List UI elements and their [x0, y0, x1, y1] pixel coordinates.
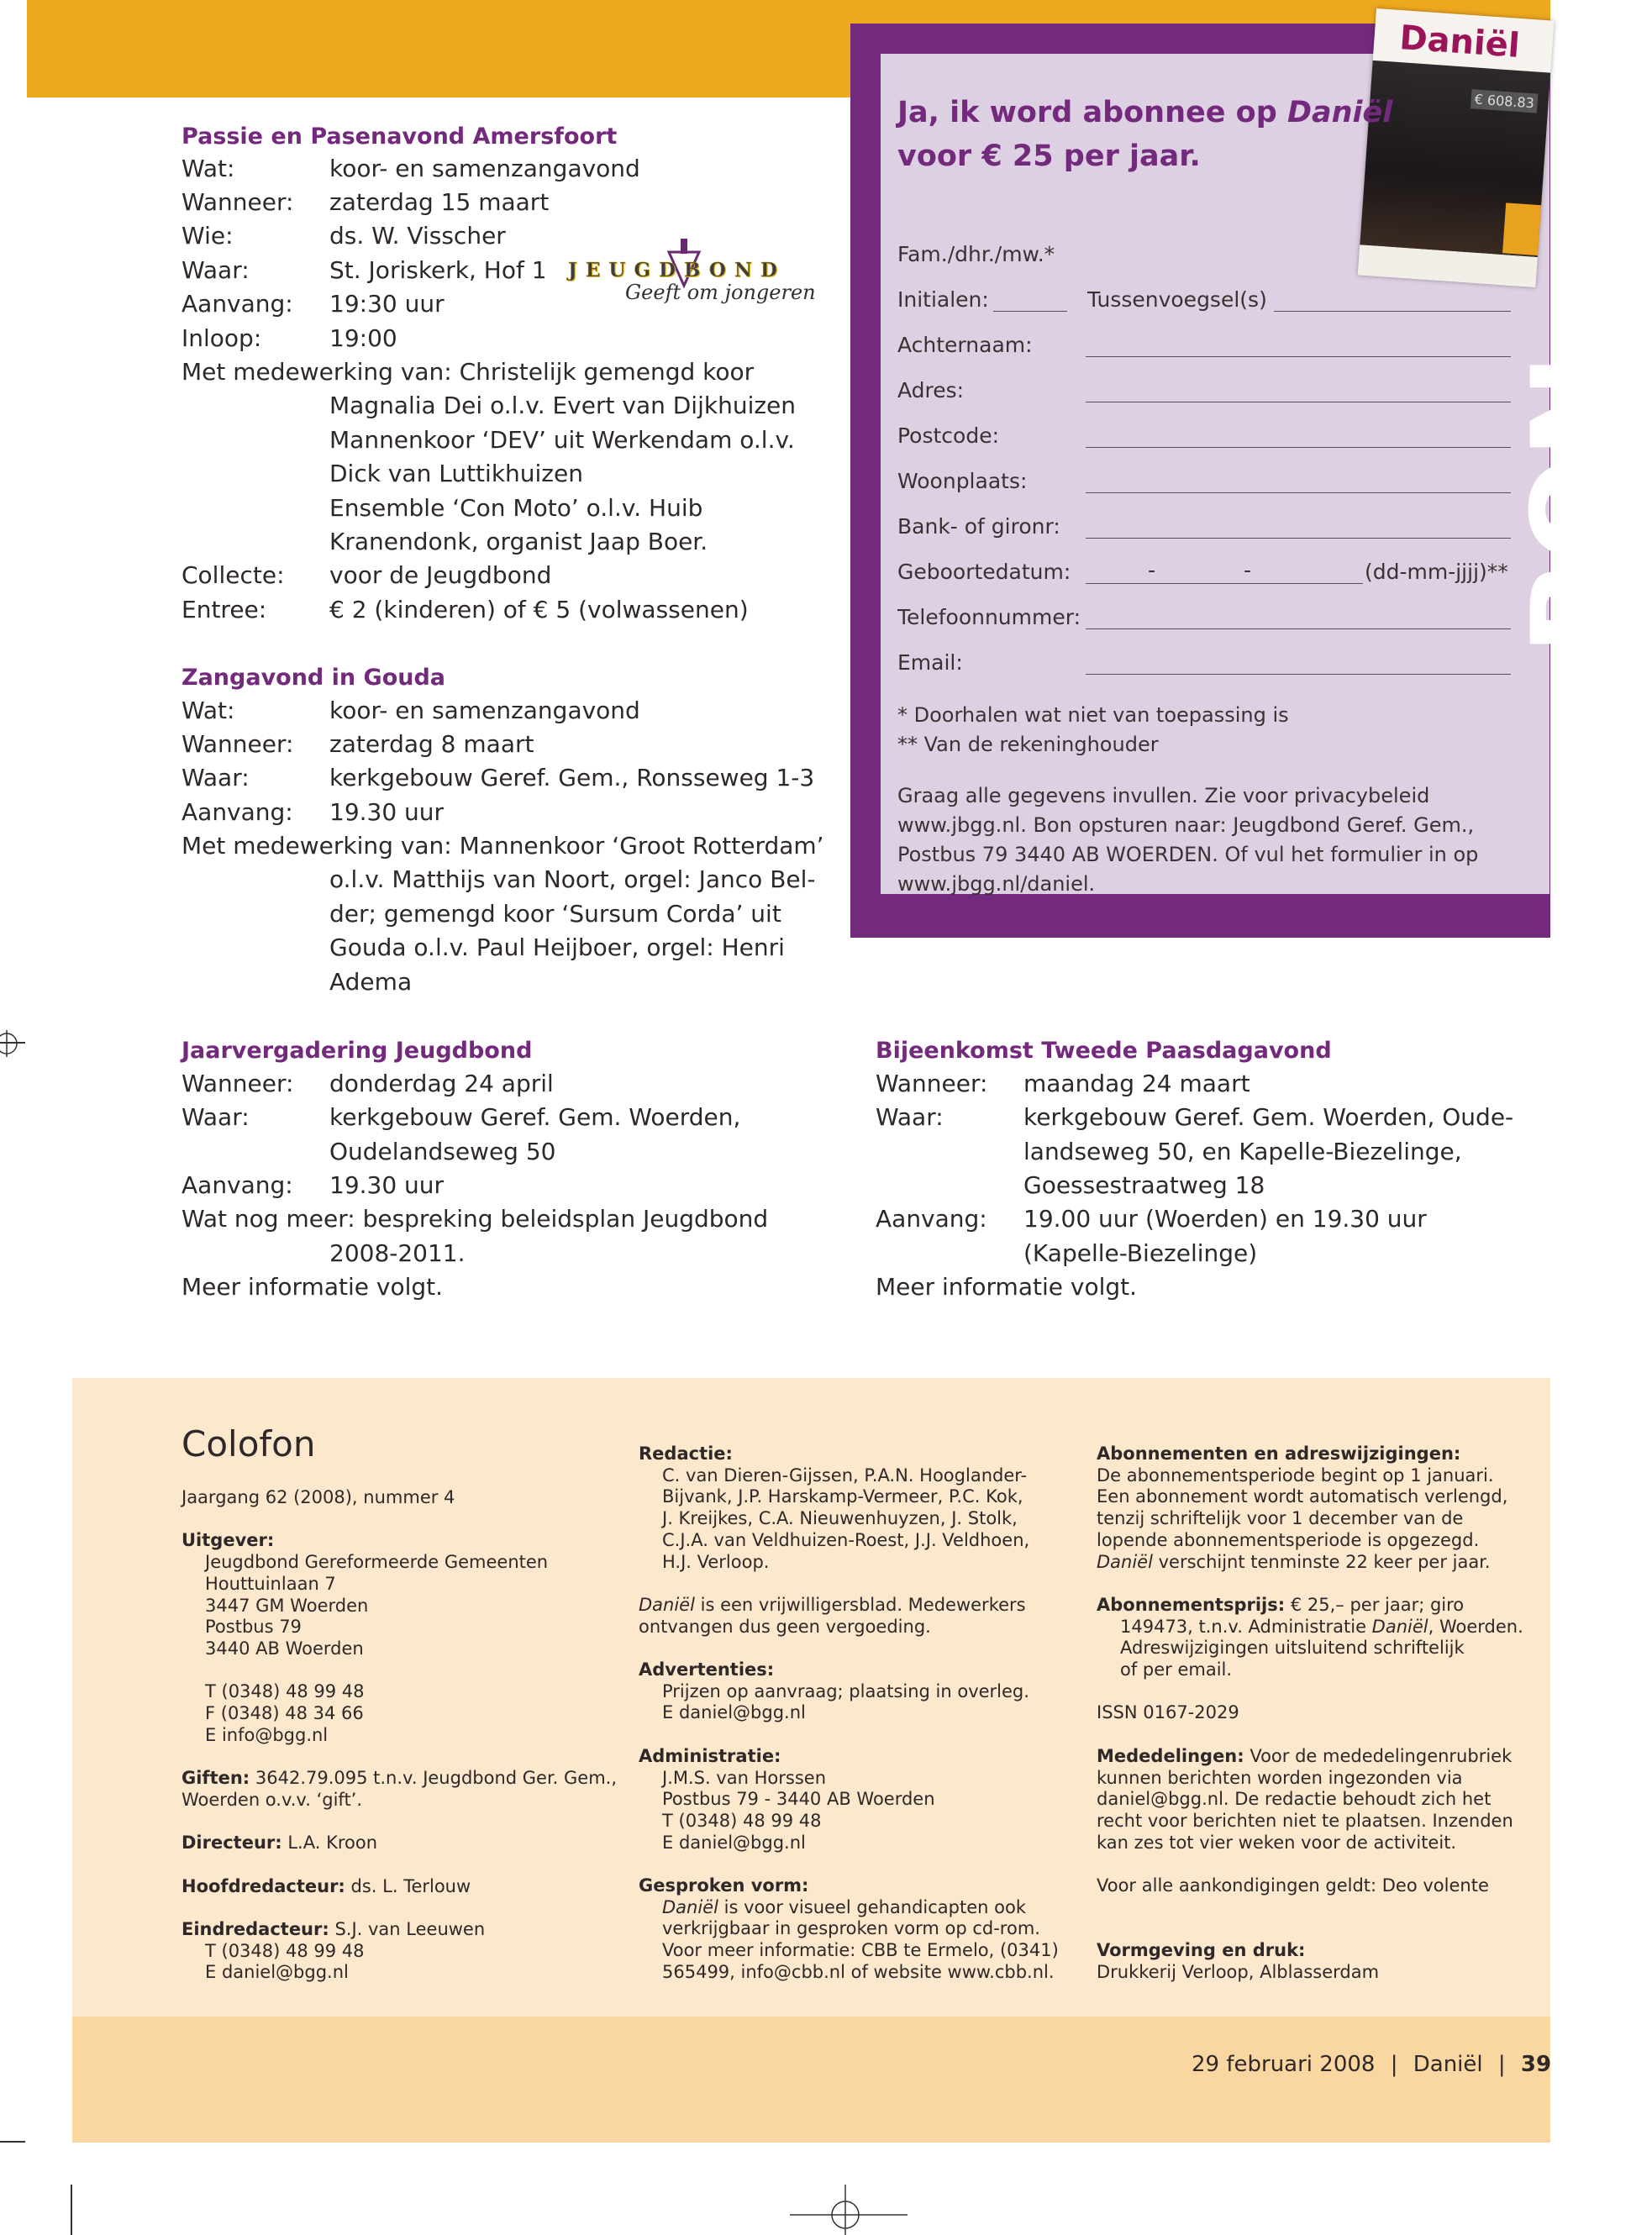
coupon-heading-line2: voor € 25 per jaar. [897, 139, 1201, 173]
colofon-jaargang: Jaargang 62 (2008), nummer 4 [182, 1487, 455, 1507]
field-postcode[interactable] [1086, 447, 1511, 448]
field-label-achternaam: Achternaam: [897, 333, 1033, 357]
colofon-line: J.M.S. van Horssen [662, 1767, 827, 1788]
event-medewerking-line: o.l.v. Matthijs van Noort, orgel: Janco Bel- [329, 865, 816, 893]
event-medewerking: Met medewerking van: Mannenkoor ‘Groot Rotterdam’ [182, 832, 824, 860]
event-medewerking-line: Kranendonk, organist Jaap Boer. [329, 528, 708, 555]
colofon-line: De abonnementsperiode begint op 1 januari. [1097, 1465, 1494, 1486]
colofon-line: of per email. [1120, 1659, 1233, 1680]
registration-mark-icon [790, 2185, 908, 2235]
jeugdbond-logo-word: JEUGDBOND [568, 259, 786, 281]
colofon-line: 149473, t.n.v. Administratie [1120, 1616, 1372, 1637]
colofon-label: Directeur: [182, 1833, 282, 1854]
colofon-line: Drukkerij Verloop, Alblasserdam [1097, 1961, 1380, 1982]
colofon-issn: ISSN 0167-2029 [1097, 1702, 1239, 1723]
colofon-line: Woerden o.v.v. ‘gift’. [182, 1789, 363, 1810]
event-value: 19:30 uur [329, 290, 445, 318]
field-label-geboortedatum: Geboortedatum: [897, 560, 1071, 584]
event-title-gouda: Zangavond in Gouda [182, 665, 446, 691]
colofon-line: kan zes tot vier weken voor de activiteit. [1097, 1832, 1457, 1853]
cover-side-strip [1502, 202, 1541, 255]
colofon-line: Prijzen op aanvraag; plaatsing in overleg. [662, 1680, 1029, 1701]
colofon-line: J. Kreijkes, C.A. Nieuwenhuyzen, J. Stolk, [662, 1508, 1018, 1529]
crop-mark [0, 2141, 25, 2143]
event-value: ds. W. Visscher [329, 222, 506, 250]
registration-mark-icon [0, 1027, 34, 1060]
event-label: Wat: [182, 697, 235, 724]
colofon-label: Administratie: [639, 1745, 781, 1766]
colofon-line: Postbus 79 [205, 1617, 302, 1638]
event-medewerking-line: Ensemble ‘Con Moto’ o.l.v. Huib [329, 494, 703, 522]
colofon-column-2 [639, 1444, 1059, 1984]
colofon-label: Gesproken vorm: [639, 1875, 809, 1896]
event-label: Aanvang: [182, 1171, 293, 1199]
date-separator-2: - [1244, 558, 1252, 582]
page-footer [1192, 2052, 1551, 2077]
event-info: Meer informatie volgt. [182, 1273, 444, 1301]
bon-vertical-text: BON [1506, 356, 1652, 655]
event-info: Meer informatie volgt. [876, 1273, 1138, 1301]
event-label: Wanneer: [876, 1070, 988, 1097]
colofon-line: Adreswijzigingen uitsluitend schriftelijk [1120, 1638, 1465, 1659]
field-tussenvoegsel[interactable] [1274, 311, 1511, 312]
colofon-line: ds. L. Terlouw [345, 1875, 471, 1896]
event-label: Waar: [876, 1103, 944, 1131]
colofon-line: is een vrijwilligersblad. Medewerkers [694, 1594, 1026, 1615]
event-value: koor- en samenzangavond [329, 697, 640, 724]
coupon-heading-line1: Ja, ik word abonnee op [897, 96, 1277, 129]
page-number: 39 [1520, 2052, 1552, 2077]
event-medewerking-line: Gouda o.l.v. Paul Heijboer, orgel: Henri [329, 933, 785, 961]
colofon-line: F (0348) 48 34 66 [205, 1703, 364, 1724]
colofon-magazine: Daniël [1097, 1551, 1153, 1572]
footer-separator: | [1390, 2052, 1398, 2077]
event-label: Aanvang: [182, 290, 293, 318]
colofon-label: Mededelingen: [1097, 1745, 1244, 1766]
date-format-hint: (dd-mm-jjjj)** [1365, 560, 1508, 584]
colofon-line: H.J. Verloop. [662, 1551, 770, 1572]
colofon-column-3 [1097, 1444, 1523, 1984]
coupon-heading-magazine: Daniël [1286, 96, 1393, 129]
colofon-line: , Woerden. [1428, 1616, 1523, 1637]
colofon-title: Colofon [182, 1423, 316, 1465]
privacy-line: www.jbgg.nl. Bon opsturen naar: Jeugdbond Geref. Gem., [897, 813, 1475, 837]
event-meer: Wat nog meer: bespreking beleidsplan Jeugdbond [182, 1205, 769, 1233]
colofon-magazine: Daniël [1371, 1616, 1428, 1637]
colofon-label: Uitgever: [182, 1530, 275, 1551]
event-title-paasdag: Bijeenkomst Tweede Paasdagavond [876, 1038, 1332, 1064]
coupon-note-2: ** Van de rekeninghouder [897, 733, 1159, 756]
field-label-adres: Adres: [897, 378, 965, 402]
event-value: 19.30 uur [329, 1171, 445, 1199]
field-label-telefoon: Telefoonnummer: [897, 605, 1081, 629]
event-value: zaterdag 15 maart [329, 188, 550, 216]
colofon-label: Hoofdredacteur: [182, 1875, 345, 1896]
date-separator-1: - [1148, 558, 1156, 582]
event-title-passie: Passie en Pasenavond Amersfoort [182, 124, 618, 150]
event-medewerking-line: Dick van Luttikhuizen [329, 460, 583, 487]
event-value: kerkgebouw Geref. Gem. Woerden, Oude- [1023, 1103, 1514, 1131]
event-value: Oudelandseweg 50 [329, 1138, 556, 1165]
colofon-line: is voor visueel gehandicapten ook [718, 1896, 1027, 1917]
event-value: € 2 (kinderen) of € 5 (volwassenen) [329, 596, 749, 623]
colofon-line: T (0348) 48 99 48 [205, 1681, 365, 1702]
colofon-line: recht voor berichten niet te plaatsen. Inzenden [1097, 1810, 1513, 1831]
colofon-line: C.J.A. van Veldhuizen-Roest, J.J. Veldhoen, [662, 1529, 1030, 1550]
colofon-line: Postbus 79 - 3440 AB Woerden [662, 1789, 935, 1810]
colofon-line: T (0348) 48 99 48 [662, 1810, 822, 1831]
top-orange-band [27, 0, 850, 97]
event-value: (Kapelle-Biezelinge) [1023, 1239, 1258, 1267]
field-label-woonplaats: Woonplaats: [897, 469, 1028, 493]
colofon-line: 565499, info@cbb.nl of website www.cbb.nl. [662, 1961, 1055, 1982]
colofon-magazine: Daniël [639, 1594, 695, 1615]
colofon-line: daniel@bgg.nl. De redactie behoudt zich het [1097, 1789, 1492, 1810]
field-geboortedatum[interactable] [1086, 583, 1363, 584]
colofon-label: Abonnementsprijs: [1097, 1594, 1286, 1615]
field-label-tussenvoegsel: Tussenvoegsel(s) [1087, 287, 1267, 312]
colofon-line: L.A. Kroon [281, 1833, 378, 1854]
cover-amount: € 608.83 [1470, 89, 1539, 113]
colofon-label: Abonnementen en adreswijzigingen: [1097, 1444, 1461, 1464]
colofon-line: ontvangen dus geen vergoeding. [639, 1616, 931, 1637]
field-telefoon[interactable] [1086, 628, 1511, 629]
event-title-jaarvergadering: Jaarvergadering Jeugdbond [182, 1038, 533, 1064]
crop-mark [71, 2185, 72, 2235]
field-label-fam: Fam./dhr./mw.* [897, 242, 1055, 266]
colofon-line: verschijnt tenminste 22 keer per jaar. [1152, 1551, 1491, 1572]
event-value: 19:00 [329, 324, 397, 352]
jeugdbond-logo-tagline: Geeft om jongeren [625, 281, 816, 304]
colofon-line: verkrijgbaar in gesproken vorm op cd-rom. [662, 1918, 1040, 1939]
colofon-line: Een abonnement wordt automatisch verlengd, [1097, 1486, 1508, 1507]
footer-separator: | [1497, 2052, 1506, 2077]
field-label-initialen: Initialen: [897, 287, 989, 312]
colofon-line: T (0348) 48 99 48 [205, 1940, 365, 1961]
event-medewerking: Met medewerking van: Christelijk gemengd koor [182, 358, 755, 386]
event-medewerking-line: der; gemengd koor ‘Sursum Corda’ uit [329, 900, 781, 928]
event-label: Wanneer: [182, 730, 294, 758]
colofon-line: € 25,– per jaar; giro [1285, 1594, 1465, 1615]
event-value: 19.00 uur (Woerden) en 19.30 uur [1023, 1205, 1427, 1233]
event-label: Aanvang: [876, 1205, 987, 1233]
field-label-bank: Bank- of gironr: [897, 514, 1060, 539]
event-medewerking-line: Adema [329, 968, 413, 996]
event-value: koor- en samenzangavond [329, 155, 640, 182]
colofon-line: S.J. van Leeuwen [329, 1919, 486, 1940]
event-label: Entree: [182, 596, 267, 623]
colofon-label: Advertenties: [639, 1659, 775, 1680]
footer-band [72, 2017, 1550, 2143]
event-label: Collecte: [182, 561, 285, 589]
privacy-line: Postbus 79 3440 AB WOERDEN. Of vul het formulier in op [897, 843, 1479, 866]
colofon-line: 3642.79.095 t.n.v. Jeugdbond Ger. Gem., [250, 1768, 618, 1789]
privacy-line: Graag alle gegevens invullen. Zie voor privacybeleid [897, 784, 1430, 807]
colofon-line: C. van Dieren-Gijssen, P.A.N. Hooglander- [662, 1465, 1028, 1486]
field-email[interactable] [1086, 674, 1511, 675]
event-value: voor de Jeugdbond [329, 561, 552, 589]
event-label: Wat: [182, 155, 235, 182]
event-label: Aanvang: [182, 798, 293, 826]
field-achternaam[interactable] [1086, 356, 1511, 357]
colofon-line: tenzij schriftelijk voor 1 december van de [1097, 1508, 1464, 1529]
colofon-label: Eindredacteur: [182, 1919, 329, 1940]
field-woonplaats[interactable] [1086, 492, 1511, 493]
colofon-deo-volente: Voor alle aankondigingen geldt: Deo volente [1097, 1875, 1489, 1896]
colofon-line: lopende abonnementsperiode is opgezegd. [1097, 1529, 1480, 1550]
footer-magazine: Daniël [1413, 2052, 1483, 2077]
cover-title: Daniël [1398, 18, 1522, 66]
colofon-label: Vormgeving en druk: [1097, 1940, 1306, 1961]
colofon-line: Voor de mededelingenrubriek [1244, 1745, 1513, 1766]
colofon-column-1 [182, 1487, 617, 1984]
coupon-note-1: * Doorhalen wat niet van toepassing is [897, 703, 1289, 727]
colofon-line: Voor meer informatie: CBB te Ermelo, (0341) [662, 1940, 1059, 1961]
coupon-privacy-text [897, 781, 1519, 899]
footer-date: 29 februari 2008 [1192, 2052, 1376, 2077]
colofon-line: 3447 GM Woerden [205, 1595, 369, 1616]
colofon-line: Houttuinlaan 7 [205, 1573, 336, 1594]
colofon-line: E daniel@bgg.nl [205, 1962, 349, 1983]
field-label-email: Email: [897, 650, 963, 675]
coupon-footnotes [897, 701, 1289, 760]
colofon-line: kunnen berichten worden ingezonden via [1097, 1767, 1463, 1788]
event-label: Waar: [182, 256, 250, 284]
event-label: Wanneer: [182, 1070, 294, 1097]
event-label: Inloop: [182, 324, 262, 352]
event-label: Wanneer: [182, 188, 294, 216]
colofon-label: Giften: [182, 1768, 250, 1789]
event-label: Waar: [182, 1103, 250, 1131]
privacy-line: www.jbgg.nl/daniel. [897, 872, 1096, 896]
event-value: kerkgebouw Geref. Gem. Woerden, [329, 1103, 741, 1131]
event-value: kerkgebouw Geref. Gem., Ronsseweg 1-3 [329, 764, 815, 791]
field-label-postcode: Postcode: [897, 423, 1000, 448]
event-label: Waar: [182, 764, 250, 791]
colofon-line: Jeugdbond Gereformeerde Gemeenten [205, 1552, 549, 1573]
colofon-line: E info@bgg.nl [205, 1724, 329, 1745]
event-label: Wie: [182, 222, 234, 250]
event-medewerking-line: Mannenkoor ‘DEV’ uit Werkendam o.l.v. [329, 426, 795, 454]
event-value: zaterdag 8 maart [329, 730, 534, 758]
colofon-magazine: Daniël [662, 1896, 718, 1917]
event-value: 19.30 uur [329, 798, 445, 826]
event-value: donderdag 24 april [329, 1070, 554, 1097]
colofon-line: Bijvank, J.P. Harskamp-Vermeer, P.C. Kok, [662, 1486, 1023, 1507]
field-bank[interactable] [1086, 538, 1511, 539]
event-value: Goessestraatweg 18 [1023, 1171, 1265, 1199]
colofon-line: E daniel@bgg.nl [662, 1702, 806, 1723]
field-initialen[interactable] [993, 311, 1067, 312]
event-value: St. Joriskerk, Hof 1 [329, 256, 547, 284]
event-value: landseweg 50, en Kapelle-Biezelinge, [1023, 1138, 1462, 1165]
event-value: maandag 24 maart [1023, 1070, 1250, 1097]
colofon-label: Redactie: [639, 1444, 733, 1464]
colofon-line: 3440 AB Woerden [205, 1638, 364, 1659]
coupon-heading [897, 91, 1392, 178]
event-meer-cont: 2008-2011. [329, 1239, 466, 1267]
colofon-line: E daniel@bgg.nl [662, 1832, 806, 1853]
event-medewerking-line: Magnalia Dei o.l.v. Evert van Dijkhuizen [329, 392, 797, 419]
